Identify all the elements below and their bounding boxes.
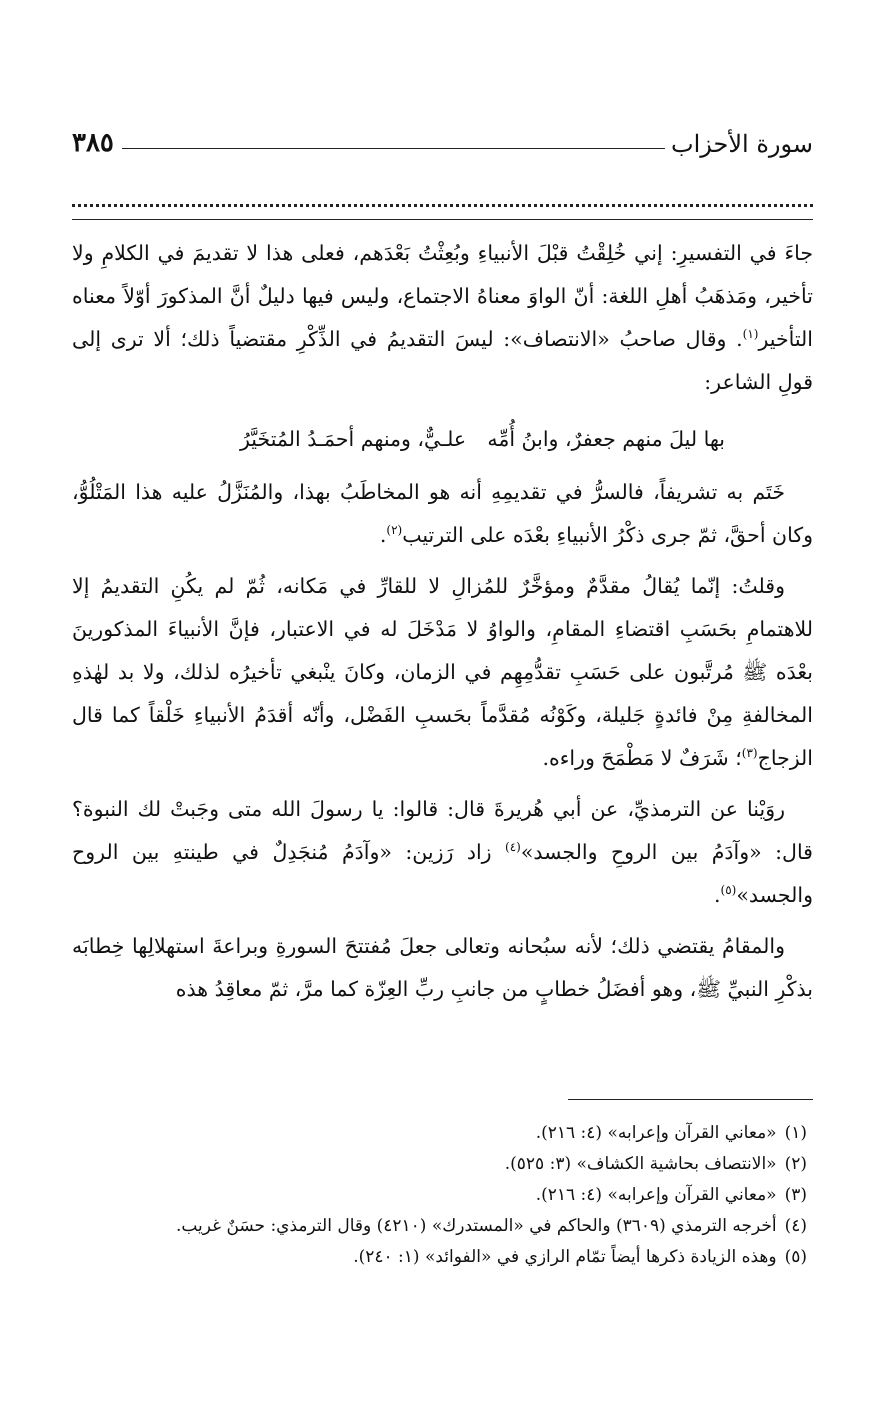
footnote-rule <box>568 1099 813 1100</box>
poetry-verse <box>72 412 813 471</box>
paragraph-1-tail: . وقال صاحبُ «الانتصاف»: ليسَ التقديمُ في الذِّكْرِ مقتضياً ذلك؛ ألا ترى إلى قولِ الشاعر: <box>72 327 813 394</box>
paragraph-3-tail: ؛ شَرَفٌ لا مَطْمَحَ وراءه. <box>542 746 742 770</box>
footnote-ref-3[interactable]: (٣) <box>741 746 758 761</box>
footnote-1 <box>72 1118 807 1149</box>
separator-rule <box>72 219 813 220</box>
surah-title: سورة الأحزاب <box>671 130 813 158</box>
footnote-text: وهذه الزيادة ذكرها أيضاً تمّام الرازي في «الفوائد» (١: ٢٤٠). <box>353 1247 777 1267</box>
paragraph-2-tail: . <box>379 523 387 547</box>
paragraph-4-tail: . <box>713 883 721 907</box>
paragraph-4 <box>72 788 813 917</box>
footnote-text: «معاني القرآن وإعرابه» (٤: ٢١٦). <box>535 1185 777 1205</box>
footnote-2 <box>72 1149 807 1180</box>
footnotes <box>72 1118 807 1273</box>
footnote-number: (١) <box>784 1123 807 1143</box>
dotted-separator <box>72 186 813 207</box>
paragraph-3 <box>72 565 813 780</box>
footnote-ref-4[interactable]: (٤) <box>505 840 521 855</box>
footnote-ref-2[interactable]: (٢) <box>386 523 403 538</box>
header-rule <box>122 148 665 149</box>
verse-first-hemistich: بها ليلَ منهم جعفرٌ، وابنُ أُمِّه <box>487 427 725 451</box>
footnote-number: (٢) <box>784 1154 807 1174</box>
paragraph-2-text: خَتَم به تشريفاً، فالسرُّ في تقديمِهِ أنه هو المخاطَبُ بهذا، والمُنَزَّلُ عليه هذا المَتْلُوُّ، وكان أحقَّ، ثمّ جرى ذكْرُ الأنبياءِ بعْدَه على الترتيب <box>72 480 813 547</box>
page-number: ٣٨٥ <box>72 128 114 158</box>
footnote-3 <box>72 1180 807 1211</box>
running-header <box>72 118 813 158</box>
footnote-text: أخرجه الترمذي (٣٦٠٩) والحاكم في «المستدرك» (٤٢١٠) وقال الترمذي: حسَنٌ غريب. <box>175 1216 777 1236</box>
footnote-number: (٥) <box>784 1247 807 1267</box>
paragraph-2 <box>72 471 813 557</box>
footnote-5 <box>72 1242 807 1273</box>
footnote-number: (٣) <box>784 1185 807 1205</box>
footnote-4 <box>72 1211 807 1242</box>
paragraph-5-text: والمقامُ يقتضي ذلك؛ لأنه سبُحانه وتعالى جعلَ مُفتتحَ السورةِ وبراعةَ استهلالِها خِطابَه بذكْرِ النبيِّ ﷺ، وهو أفضَلُ خطابٍ من جانبِ ربِّ العِزّة كما مرَّ، ثمّ معاقِدُ هذه <box>72 934 813 1001</box>
paragraph-1 <box>72 232 813 404</box>
paragraph-5 <box>72 925 813 1011</box>
paragraph-4-mid: زاد رَزين: «وآدَمُ مُنجَدِلٌ في طينتهِ بين الروح والجسد» <box>72 840 813 907</box>
footnote-text: «معاني القرآن وإعرابه» (٤: ٢١٦). <box>535 1123 777 1143</box>
paragraph-1-text: جاءَ في التفسيرِ: إني خُلِقْتُ قبْلَ الأنبياءِ وبُعِثْتُ بَعْدَهم، فعلى هذا لا تقديمَ في الكلامِ ولا تأخير، ومَذهَبُ أهلِ اللغة: أنّ الواوَ معناهُ الاجتماع، وليس فيها دليلٌ أنَّ المذكورَ أوّلاً معناه التأخير <box>72 241 813 351</box>
footnote-text: «الانتصاف بحاشية الكشاف» (٣: ٥٢٥). <box>504 1154 777 1174</box>
footnote-ref-1[interactable]: (١) <box>742 327 759 342</box>
main-text <box>72 232 813 1019</box>
footnote-number: (٤) <box>784 1216 807 1236</box>
paragraph-3-text: وقلتُ: إنّما يُقالُ مقدَّمٌ ومؤخَّرٌ للمُزالِ لا للقارِّ في مَكانه، ثُمّ لم يكُنِ التقديمُ إلا للاهتمامِ بحَسَبِ اقتضاءِ المقامِ، والواوُ لا مَدْخَلَ له في الاعتبار، فإنَّ الأنبياءَ المذكورينَ بعْدَه ﷺ مُرتَّبون على حَسَبِ تقدُّمِهِم في الزمان، وكانَ ينْبغي تأخيرُه لذلك، ولا بد لهٰذهِ المخالفةِ مِنْ فائدةٍ جَليلة، وكَوْنُه مُقدَّماً بحَسبِ الفَضْل، وأنّه أقدَمُ الأنبياءِ خَلْقاً كما قال الزجاج <box>72 574 813 770</box>
verse-second-hemistich: علـيٌّ، ومنهم أحمَـدُ المُتخَيَّرُ <box>240 427 467 451</box>
paragraph-4-text: روَيْنا عن الترمذيِّ، عن أبي هُريرةَ قال: قالوا: يا رسولَ الله متى وجَبتْ لك النبوة؟ قال: «وآدَمُ بين الروحِ والجسد» <box>72 797 813 864</box>
footnote-ref-5[interactable]: (٥) <box>720 883 737 898</box>
